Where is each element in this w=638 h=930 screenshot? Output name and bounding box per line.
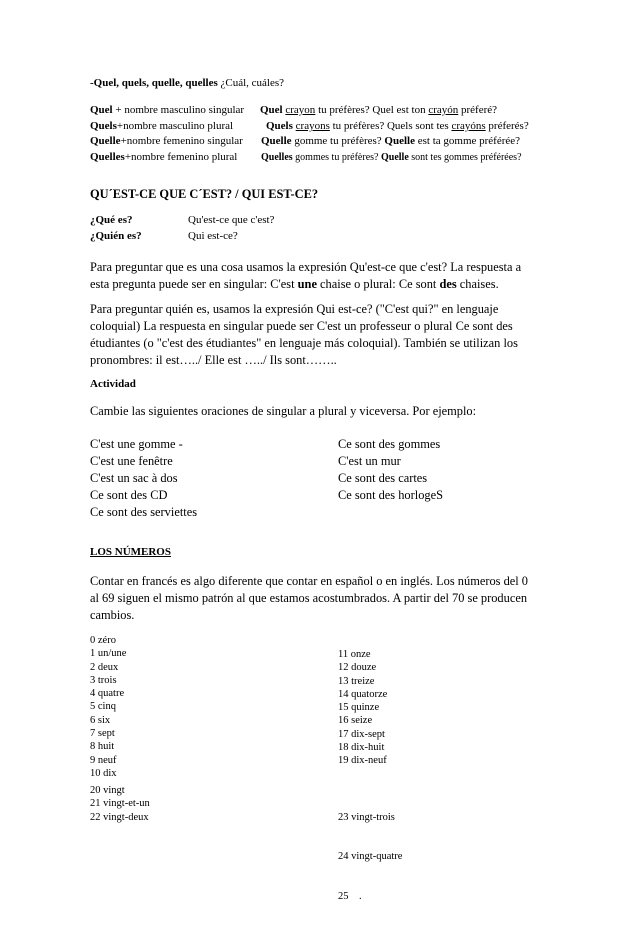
quel-example-bold: Quel <box>260 104 283 116</box>
quel-example-end: sont tes gommes préférées? <box>408 152 522 163</box>
number-item: 14 quatorze <box>338 688 388 700</box>
actividad-instruction: Cambie las siguientes oraciones de singular a plural y viceversa. Por ejemplo: <box>90 404 477 418</box>
quel-example-underlined: crayons <box>295 120 330 132</box>
numeros-title: LOS NÚMEROS <box>90 546 171 558</box>
actividad-item: C'est un mur <box>338 454 401 468</box>
paragraph-line: coloquial) La respuesta en singular puede ser C'est un professeur o plural Ce sont des <box>90 319 513 333</box>
paragraph-bold: une <box>297 277 317 291</box>
number-item: 9 neuf <box>90 754 117 766</box>
number-item: 1 un/une <box>90 648 127 660</box>
quel-example-underlined-2: crayón <box>428 104 459 116</box>
paragraph-line: étudiantes (o "c'est des étudiantes" en lenguaje más coloquial). También se utilizan los <box>90 336 518 350</box>
actividad-item: Ce sont des serviettes <box>90 505 198 519</box>
quel-example-text: tu préfères? Quel est ton <box>315 104 429 116</box>
quel-example-text: gommes tu préfères? <box>292 152 381 163</box>
paragraph-line: pronombres: il est…../ Elle est …../ Ils sont…….. <box>90 353 337 367</box>
actividad-item: C'est une gomme - <box>90 437 183 451</box>
actividad-item: Ce sont des cartes <box>338 471 428 485</box>
quel-row-label-bold: Quel <box>90 104 113 116</box>
number-item: 22 vingt-deux <box>90 811 149 823</box>
number-item: 13 treize <box>338 675 375 687</box>
number-item: 0 zéro <box>90 635 116 646</box>
quel-example-bold: Quelles <box>261 152 293 163</box>
quel-example-bold-2: Quelle <box>380 152 409 163</box>
actividad-item: C'est une fenêtre <box>90 454 173 468</box>
numbers-right-list <box>338 648 387 768</box>
number-item: 15 quinze <box>338 702 380 714</box>
number-item: 19 dix-neuf <box>338 755 387 767</box>
paragraph-text: esta pregunta puede ser en singular: C'est <box>90 277 298 291</box>
number-item: 7 sept <box>90 728 115 740</box>
quel-row <box>90 120 233 132</box>
quel-row-label: + nombre masculino singular <box>112 104 245 116</box>
paragraph-bold: des <box>439 277 457 291</box>
number-item: 20 vingt <box>90 785 125 796</box>
number-item: 25 . <box>338 891 362 903</box>
number-item: 18 dix-huit <box>338 742 385 754</box>
quel-row-label: +nombre femenino singular <box>120 135 243 147</box>
question-quien-es: ¿Quién es? <box>90 230 142 242</box>
number-item: 2 deux <box>90 661 119 673</box>
quel-example-bold-2: Quelle <box>384 135 415 147</box>
quel-example-bold: Quelle <box>261 135 292 147</box>
quel-example-bold: Quels <box>266 120 293 132</box>
actividad-item: Ce sont des horlogeS <box>338 488 443 502</box>
question-quien-es-fr: Qui est-ce? <box>188 230 238 242</box>
actividad-title: Actividad <box>90 378 136 390</box>
paragraph-line: al 69 siguen el mismo patrón al que estamos acostumbrados. A partir del 70 se producen <box>90 591 528 605</box>
section-title-questions: QU´EST-CE QUE C´EST? / QUI EST-CE? <box>90 187 319 201</box>
quel-example-end: préferés? <box>485 120 529 132</box>
quel-row-example <box>261 152 522 163</box>
quel-row-label-bold: Quelle <box>90 135 121 147</box>
number-item: 23 vingt-trois <box>338 811 395 823</box>
quel-row-example <box>261 135 520 147</box>
numbers-right-list-2 <box>338 784 402 930</box>
number-item: 8 huit <box>90 741 115 753</box>
quel-example-text: tu préfères? Quels sont tes <box>329 120 452 132</box>
actividad-item: Ce sont des gommes <box>338 437 441 451</box>
paragraph-line <box>90 276 552 293</box>
number-item: 21 vingt-et-un <box>90 798 150 810</box>
quel-row-label-bold: Quelles <box>90 151 125 163</box>
quel-row <box>90 104 244 116</box>
paragraph-line: Contar en francés es algo diferente que contar en español o en inglés. Los números del 0 <box>90 574 528 588</box>
actividad-item: C'est un sac à dos <box>90 471 178 485</box>
quel-example-text: gomme tu préfères? <box>291 135 385 147</box>
numeros-intro <box>90 573 552 624</box>
quel-heading <box>90 77 284 89</box>
number-item: 3 trois <box>90 674 117 686</box>
quel-row-example <box>266 120 529 132</box>
number-item: 11 onze <box>338 649 371 660</box>
paragraph-quien-es <box>90 301 552 369</box>
quel-row <box>90 135 243 147</box>
question-que-es-fr: Qu'est-ce que c'est? <box>188 214 275 226</box>
quel-row-label: +nombre masculino plural <box>116 120 234 132</box>
paragraph-line: cambios. <box>90 608 135 622</box>
quel-example-underlined-2: crayóns <box>451 120 486 132</box>
paragraph-que-es <box>90 259 552 293</box>
number-item: 4 quatre <box>90 688 125 700</box>
number-item: 16 seize <box>338 715 373 727</box>
quel-heading-bold: -Quel, quels, quelle, quelles <box>90 77 218 89</box>
number-item: 12 douze <box>338 662 377 674</box>
quel-row <box>90 151 237 163</box>
quel-example-underlined: crayon <box>285 104 316 116</box>
quel-example-end: est ta gomme préférée? <box>414 135 521 147</box>
quel-row-label-bold: Quels <box>90 120 117 132</box>
numbers-left-list-2 <box>90 784 150 824</box>
question-que-es: ¿Qué es? <box>90 214 133 226</box>
paragraph-text: chaises. <box>456 277 499 291</box>
quel-row-example <box>260 104 497 116</box>
number-item: 17 dix-sept <box>338 728 385 740</box>
numbers-left-list <box>90 634 126 780</box>
paragraph-text: chaise o plural: Ce sont <box>316 277 440 291</box>
paragraph-line: Para preguntar quién es, usamos la expresión Qui est-ce? ("C'est qui?" en lenguaje <box>90 302 499 316</box>
number-item: 5 cinq <box>90 701 116 713</box>
number-item: 6 six <box>90 714 111 726</box>
quel-example-end: préferé? <box>458 104 498 116</box>
quel-row-label: +nombre femenino plural <box>124 151 238 163</box>
actividad-right-column <box>338 436 552 504</box>
number-item: 10 dix <box>90 767 117 779</box>
paragraph-line: Para preguntar que es una cosa usamos la expresión Qu'est-ce que c'est? La respuesta a <box>90 260 522 274</box>
number-item: 24 vingt-quatre <box>338 851 403 863</box>
quel-heading-rest: ¿Cuál, cuáles? <box>217 77 285 89</box>
actividad-item: Ce sont des CD <box>90 488 168 502</box>
